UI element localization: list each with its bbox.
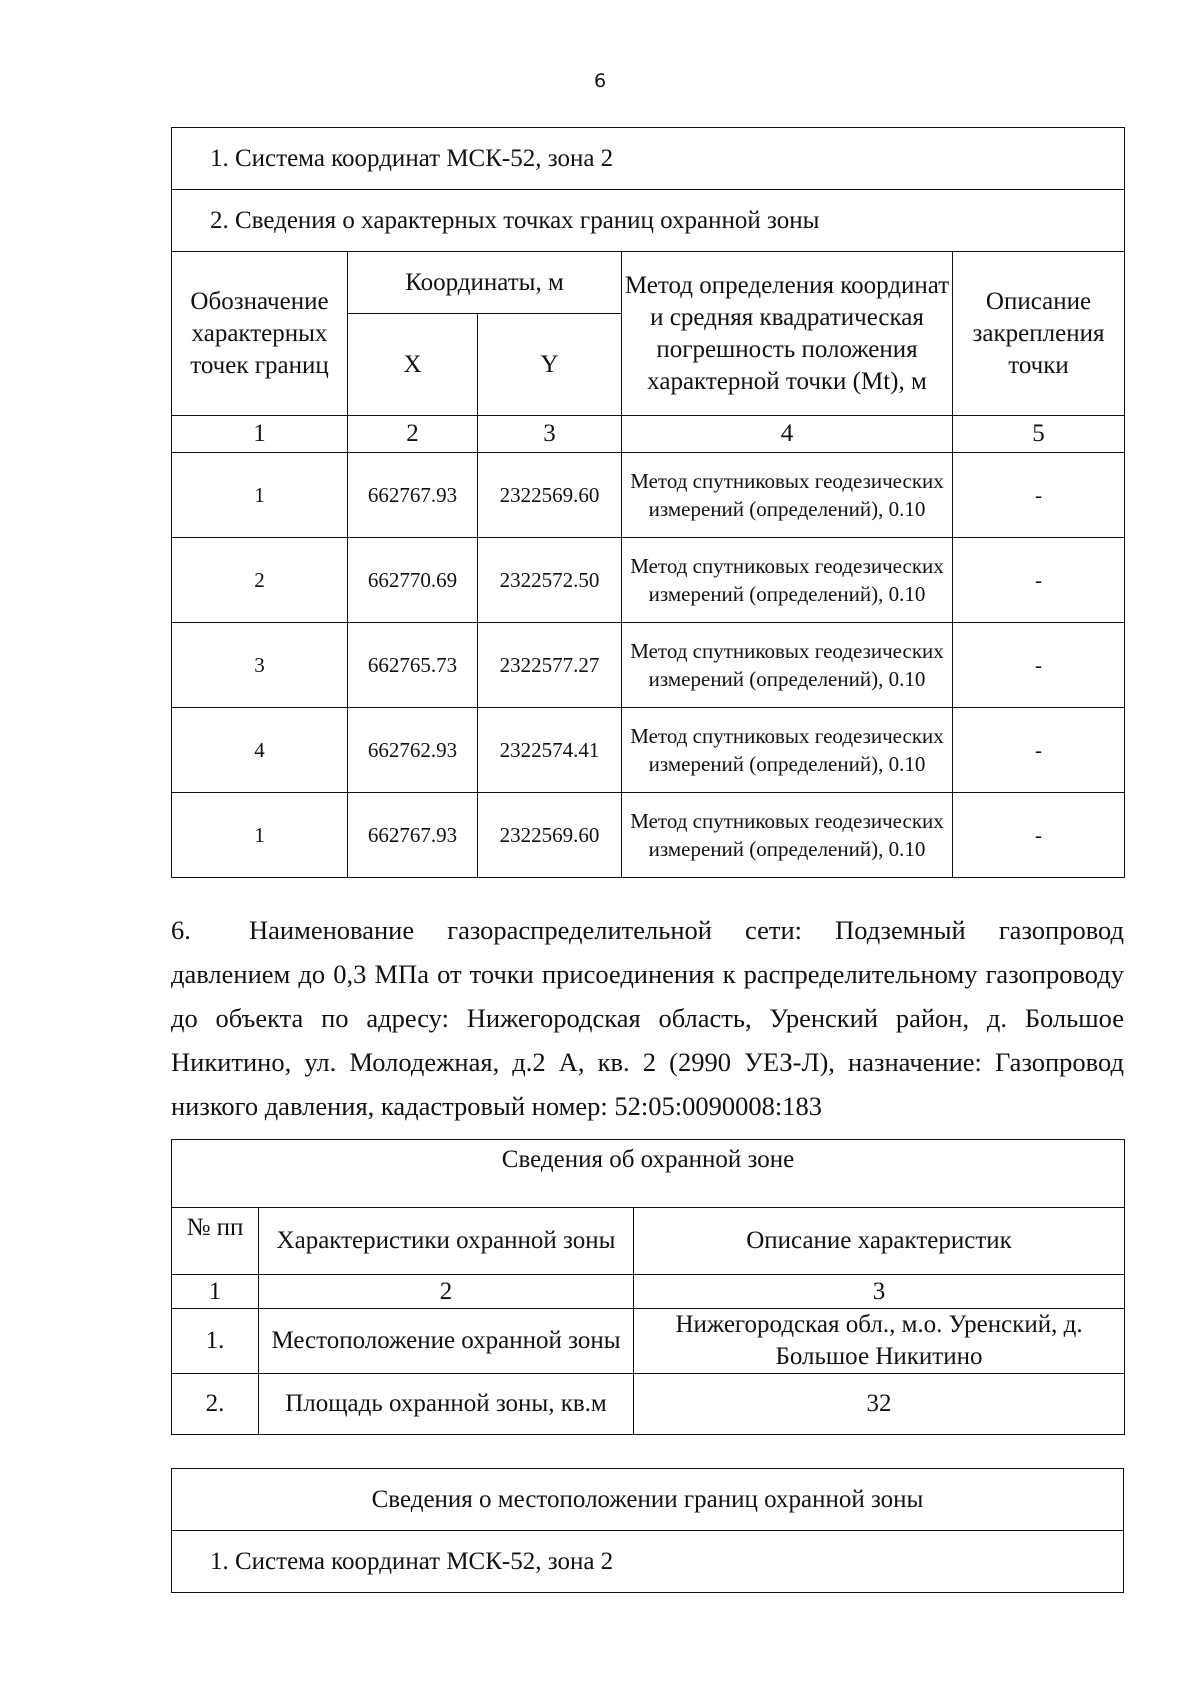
point-method: Метод спутниковых геодезических измерений (определений), 0.10 bbox=[622, 708, 953, 793]
point-y: 2322569.60 bbox=[478, 793, 622, 878]
location-coord-system: 1. Система координат МСК-52, зона 2 bbox=[172, 1531, 1124, 1593]
point-y: 2322569.60 bbox=[478, 453, 622, 538]
point-x: 662762.93 bbox=[348, 708, 478, 793]
network-paragraph bbox=[171, 908, 1124, 1128]
point-desc: - bbox=[953, 453, 1125, 538]
paragraph-text: Наименование газораспределительной сети: Подземный газопровод давлением до 0,3 МПа от точки присоединения к распределительному газопроводу до объекта по адресу: Нижегородская область, Уренский район, д. Большое Никитино, ул. Молодежная, д.2 А, кв. 2 (2990 УЕЗ-Л), назначение: Газопровод низкого давления, кадастровый номер: 52:05:0090008:183 bbox=[171, 915, 1124, 1121]
col-number: 1 bbox=[172, 1275, 259, 1309]
boundary-points-table bbox=[171, 127, 1125, 878]
table-row bbox=[172, 623, 1125, 708]
row-num: 2. bbox=[172, 1374, 259, 1435]
point-desc: - bbox=[953, 538, 1125, 623]
table-row bbox=[172, 1374, 1125, 1435]
page-number: 6 bbox=[593, 70, 607, 92]
row-description: Нижегородская обл., м.о. Уренский, д. Большое Никитино bbox=[634, 1309, 1125, 1374]
point-x: 662767.93 bbox=[348, 453, 478, 538]
point-y: 2322574.41 bbox=[478, 708, 622, 793]
point-x: 662765.73 bbox=[348, 623, 478, 708]
point-id: 4 bbox=[172, 708, 348, 793]
col-number: 2 bbox=[348, 416, 478, 453]
table-row bbox=[172, 453, 1125, 538]
paragraph-number: 6. bbox=[171, 915, 191, 945]
point-id: 2 bbox=[172, 538, 348, 623]
point-method: Метод спутниковых геодезических измерений (определений), 0.10 bbox=[622, 793, 953, 878]
header-description: Описание закрепления точки bbox=[953, 252, 1125, 416]
zone-table-title: Сведения об охранной зоне bbox=[172, 1140, 1125, 1208]
row-characteristic: Местоположение охранной зоны bbox=[259, 1309, 634, 1374]
header-characteristic: Характеристики охранной зоны bbox=[259, 1208, 634, 1275]
row-num: 1. bbox=[172, 1309, 259, 1374]
location-table-title: Сведения о местоположении границ охранной зоны bbox=[172, 1469, 1124, 1531]
table-row bbox=[172, 538, 1125, 623]
point-method: Метод спутниковых геодезических измерений (определений), 0.10 bbox=[622, 453, 953, 538]
point-desc: - bbox=[953, 708, 1125, 793]
point-id: 1 bbox=[172, 793, 348, 878]
col-number: 5 bbox=[953, 416, 1125, 453]
point-id: 1 bbox=[172, 453, 348, 538]
header-char-description: Описание характеристик bbox=[634, 1208, 1125, 1275]
col-number: 4 bbox=[622, 416, 953, 453]
header-y: Y bbox=[478, 314, 622, 416]
point-y: 2322577.27 bbox=[478, 623, 622, 708]
point-id: 3 bbox=[172, 623, 348, 708]
coord-system-label: 1. Система координат МСК-52, зона 2 bbox=[172, 128, 1125, 190]
point-method: Метод спутниковых геодезических измерений (определений), 0.10 bbox=[622, 538, 953, 623]
zone-location-table bbox=[171, 1468, 1124, 1593]
header-x: X bbox=[348, 314, 478, 416]
point-method: Метод спутниковых геодезических измерений (определений), 0.10 bbox=[622, 623, 953, 708]
table-row bbox=[172, 708, 1125, 793]
row-description: 32 bbox=[634, 1374, 1125, 1435]
point-desc: - bbox=[953, 623, 1125, 708]
table-row bbox=[172, 1309, 1125, 1374]
row-characteristic: Площадь охранной зоны, кв.м bbox=[259, 1374, 634, 1435]
header-num: № пп bbox=[172, 1208, 259, 1275]
section-title: 2. Сведения о характерных точках границ охранной зоны bbox=[172, 190, 1125, 252]
col-number: 3 bbox=[478, 416, 622, 453]
zone-info-table bbox=[171, 1139, 1125, 1435]
header-designation: Обозначение характерных точек границ bbox=[172, 252, 348, 416]
header-coords: Координаты, м bbox=[348, 252, 622, 314]
header-method: Метод определения координат и средняя квадратическая погрешность положения характерной точки (Mt), м bbox=[622, 252, 953, 416]
col-number: 3 bbox=[634, 1275, 1125, 1309]
point-x: 662770.69 bbox=[348, 538, 478, 623]
point-x: 662767.93 bbox=[348, 793, 478, 878]
point-desc: - bbox=[953, 793, 1125, 878]
point-y: 2322572.50 bbox=[478, 538, 622, 623]
col-number: 1 bbox=[172, 416, 348, 453]
table-row bbox=[172, 793, 1125, 878]
col-number: 2 bbox=[259, 1275, 634, 1309]
